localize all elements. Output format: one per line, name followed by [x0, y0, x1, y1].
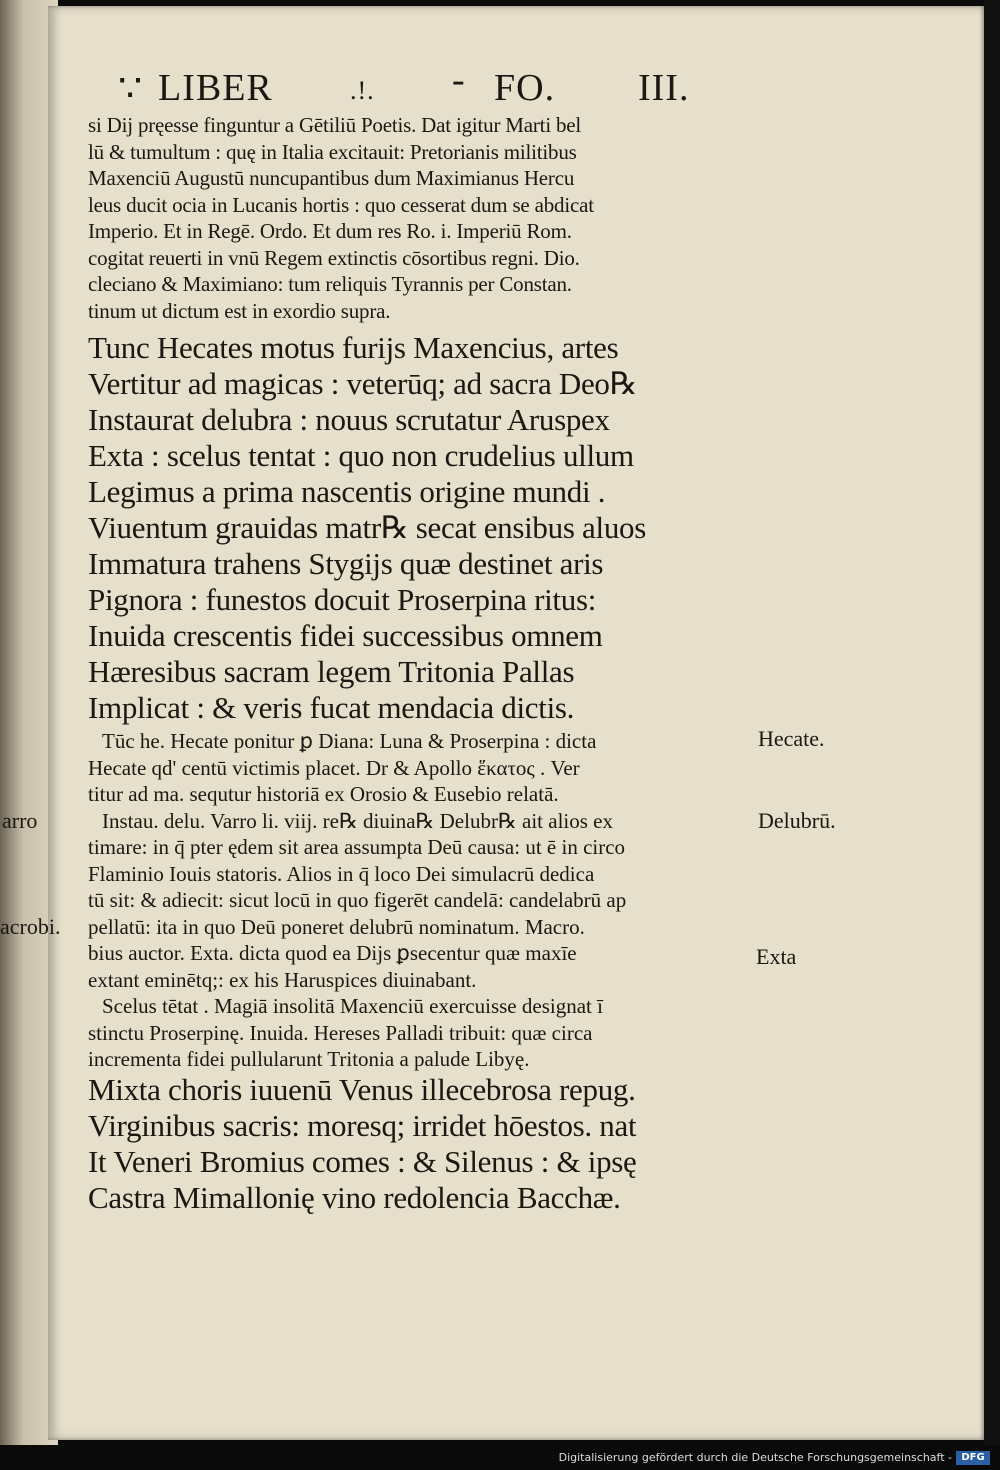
commentary-line: lū & tumultum : quę in Italia excitauit: Pretorianis militibus	[88, 139, 577, 164]
commentary-line: titur ad ma. sequtur historiā ex Orosio & Eusebio relatā.	[88, 782, 559, 806]
commentary-line: Tūc he. Hecate ponitur ꝑ Diana: Luna & Proserpina : dicta	[102, 729, 597, 753]
commentary-line: si Dij pręesse finguntur a Gētiliū Poetis. Dat igitur Marti bel	[88, 113, 582, 137]
commentary-line: Flaminio Iouis statoris. Alios in q̄ loco Dei simulacrū dedica	[88, 861, 595, 886]
verse-line: Inuida crescentis fidei successibus omnem	[88, 618, 603, 653]
header-mid-mark: .!.	[350, 76, 375, 105]
verse-line: Pignora : funestos docuit Proserpina ritus:	[88, 582, 597, 617]
verse-line: Tunc Hecates motus furijs Maxencius, artes	[88, 330, 619, 365]
commentary-line: timare: in q̄ pter ędem sit area assumpta Deū causa: ut ē in circo	[88, 835, 626, 859]
header-folio-number: III.	[638, 67, 690, 109]
footer-bar	[0, 1445, 1000, 1470]
header-liber: LIBER	[158, 67, 273, 109]
commentary-line: tū sit: & adiecit: sicut locū in quo figerēt candelā: candelabrū ap	[88, 888, 627, 912]
commentary-mid-block	[88, 728, 626, 1073]
header-dash: -	[452, 59, 466, 101]
commentary-line: leus ducit ocia in Lucanis hortis : quo cesserat dum se abdicat	[88, 192, 594, 217]
marginal-note-exta: Exta	[756, 944, 797, 969]
commentary-line: stinctu Proserpinę. Inuida. Hereses Palladi tribuit: quæ circa	[88, 1020, 593, 1045]
marginal-note-delubrum: Delubrū.	[758, 808, 836, 833]
verse-line: Castra Mimallonię vino redolencia Bacchæ.	[88, 1180, 621, 1215]
commentary-line: cleciano & Maximiano: tum reliquis Tyrannis per Constan.	[88, 272, 572, 296]
header-left-mark: ∵	[118, 68, 144, 110]
commentary-line: bius auctor. Exta. dicta quod ea Dijs ꝑsecentur quæ maxīe	[88, 941, 577, 965]
verse-line: Legimus a prima nascentis origine mundi .	[88, 474, 606, 509]
verse-line: It Veneri Bromius comes : & Silenus : & ipsę	[88, 1144, 637, 1179]
verse-line: Hæresibus sacram legem Tritonia Pallas	[88, 654, 575, 689]
digitization-credit: Digitalisierung gefördert durch die Deutsche Forschungsgemeinschaft -	[558, 1451, 952, 1464]
verse-block-2	[88, 1072, 637, 1216]
commentary-line: incrementa fidei pullularunt Tritonia a palude Libyę.	[88, 1047, 530, 1071]
marginal-note-varro: arro	[2, 808, 38, 833]
commentary-line: extant eminētq;: ex his Haruspices diuinabant.	[88, 967, 477, 992]
dfg-logo: DFG	[956, 1451, 990, 1465]
commentary-line: Imperio. Et in Regē. Ordo. Et dum res Ro. i. Imperiū Rom.	[88, 219, 572, 243]
page-edge-dark	[984, 0, 1000, 1445]
marginal-note-macrobius: acrobi.	[0, 914, 61, 939]
commentary-line: Hecate qd' centū victimis placet. Dr & Apollo ἕκατος . Ver	[88, 755, 580, 780]
commentary-line: cogitat reuerti in vnū Regem extinctis cōsortibus regni. Dio.	[88, 245, 580, 270]
verse-block-1	[88, 330, 646, 726]
commentary-line: Maxenciū Augustū nuncupantibus dum Maximianus Hercu	[88, 166, 575, 190]
header-fo: FO.	[494, 67, 556, 109]
verse-line: Mixta choris iuuenū Venus illecebrosa repug.	[88, 1072, 636, 1107]
verse-line: Vertitur ad magicas : veterūq; ad sacra Deo℞	[88, 366, 638, 401]
commentary-line: pellatū: ita in quo Deū poneret delubrū nominatum. Macro.	[88, 914, 585, 939]
verse-line: Virginibus sacris: moresq; irridet hōestos. nat	[88, 1108, 637, 1143]
verse-line: Instaurat delubra : nouus scrutatur Aruspex	[88, 402, 610, 437]
verse-line: Immatura trahens Stygijs quæ destinet aris	[88, 546, 604, 581]
verse-line: Exta : scelus tentat : quo non crudelius ullum	[88, 438, 634, 473]
commentary-line: tinum ut dictum est in exordio supra.	[88, 298, 391, 323]
commentary-line: Scelus tētat . Magiā insolitā Maxenciū exercuisse designat ī	[102, 994, 603, 1018]
commentary-top-block	[88, 112, 594, 324]
verse-line: Implicat : & veris fucat mendacia dictis.	[88, 690, 575, 725]
verse-line: Viuentum grauidas matr℞ secat ensibus aluos	[88, 510, 646, 545]
commentary-line: Instau. delu. Varro li. viij. re℞ diuina℞ Delubr℞ ait alios ex	[102, 808, 613, 833]
marginal-note-hecate: Hecate.	[758, 726, 825, 751]
